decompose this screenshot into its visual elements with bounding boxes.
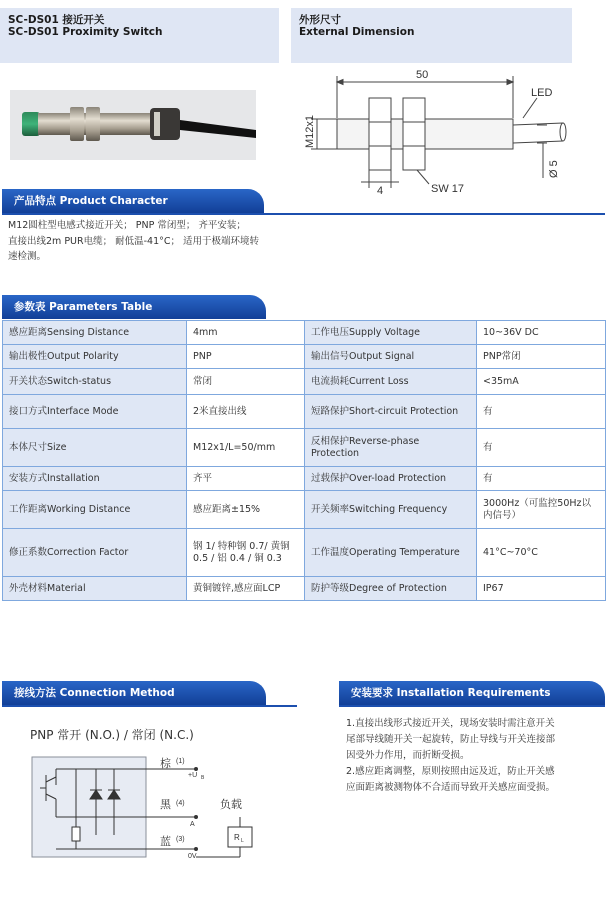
product-character-rule (2, 213, 605, 215)
output-terminal-label: A (190, 821, 195, 828)
installation-line: 因受外力作用，而折断受损。 (346, 750, 470, 761)
connection-title: 接线方法 Connection Method (14, 687, 175, 699)
param-value: 感应距离±15% (187, 491, 305, 529)
product-character-line: M12圆柱型电感式接近开关； PNP 常闭型； 齐平安装； (8, 220, 246, 231)
product-character-title: 产品特点 Product Character (14, 195, 168, 207)
wiring-diagram (22, 745, 292, 870)
dimension-title-cn: 外形尺寸 (299, 14, 341, 26)
dim-led: LED (531, 87, 553, 99)
dimension-title-en: External Dimension (299, 26, 415, 38)
param-value: 有 (477, 467, 606, 491)
param-name: 输出信号Output Signal (305, 345, 477, 369)
product-title-cn: SC-DS01 接近开关 (8, 14, 105, 26)
param-value: IP67 (477, 577, 606, 601)
product-character-text (8, 218, 304, 265)
param-name: 本体尺寸Size (3, 429, 187, 467)
load-label: 负载 (220, 799, 242, 811)
product-title (8, 14, 163, 38)
wire-blue-pin: (3) (176, 836, 185, 843)
param-name: 输出极性Output Polarity (3, 345, 187, 369)
parameters-banner (2, 295, 266, 319)
dimension-title (299, 14, 414, 38)
product-title-header (0, 8, 279, 63)
parameters-title: 参数表 Parameters Table (14, 301, 153, 313)
installation-line: 1.直接出线形式接近开关，现场安装时需注意开关 (346, 718, 555, 729)
param-name: 外壳材料Material (3, 577, 187, 601)
table-row (3, 577, 606, 601)
dim-length: 50 (416, 69, 429, 81)
table-row (3, 491, 606, 529)
param-value: 3000Hz（可监控50Hz以内信号） (477, 491, 606, 529)
dim-nut: 4 (377, 185, 384, 196)
param-name: 工作电压Supply Voltage (305, 321, 477, 345)
wiring-diagram-title: PNP 常开 (N.O.) / 常闭 (N.C.) (30, 728, 194, 742)
param-name: 感应距离Sensing Distance (3, 321, 187, 345)
param-name: 安装方式Installation (3, 467, 187, 491)
product-character-line: 直接出线2m PUR电缆； 耐低温-41°C； 适用于极端环境转 (8, 235, 260, 247)
dim-thread: M12x1 (304, 114, 316, 148)
dim-wrench: SW 17 (431, 183, 465, 195)
product-character-banner (2, 189, 264, 213)
param-name: 短路保护Short-circuit Protection (305, 395, 477, 429)
param-name: 开关频率Switching Frequency (305, 491, 477, 529)
load-symbol: R (234, 833, 240, 842)
param-value: 41°C~70°C (477, 529, 606, 577)
table-row (3, 345, 606, 369)
installation-line: 2.感应距离调整，原则按照由远及近，防止开关感 (346, 766, 555, 777)
parameters-table (2, 320, 606, 601)
param-value: <35mA (477, 369, 606, 395)
param-value: PNP (187, 345, 305, 369)
table-row (3, 395, 606, 429)
param-name: 电流损耗Current Loss (305, 369, 477, 395)
ground-label: 0V (188, 853, 197, 860)
table-row (3, 369, 606, 395)
product-character-line: 速检测。 (8, 251, 47, 262)
wire-brown-pin: (1) (176, 758, 185, 765)
param-name: 接口方式Interface Mode (3, 395, 187, 429)
connection-banner (2, 681, 266, 705)
param-value: 有 (477, 395, 606, 429)
wire-brown-label: 棕 (160, 758, 171, 770)
installation-banner (339, 681, 605, 705)
installation-line: 尾部导线随开关一起旋转，防止导线与开关连接部 (346, 734, 556, 745)
param-value: 4mm (187, 321, 305, 345)
table-row (3, 429, 606, 467)
param-name: 反相保护Reverse-phase Protection (305, 429, 477, 467)
dimension-title-header (291, 8, 572, 63)
installation-line: 应面距离被测物体不合适而导致开关感应面受损。 (346, 782, 556, 793)
load-subscript: L (241, 838, 244, 844)
param-value: 2米直接出线 (187, 395, 305, 429)
connection-rule (2, 705, 297, 707)
dimension-drawing (291, 66, 591, 196)
param-value: 有 (477, 429, 606, 467)
param-name: 工作距离Working Distance (3, 491, 187, 529)
param-name: 修正系数Correction Factor (3, 529, 187, 577)
product-title-en: SC-DS01 Proximity Switch (8, 26, 163, 38)
dim-cable: Ø 5 (548, 160, 560, 178)
installation-text (346, 716, 596, 796)
table-row (3, 467, 606, 491)
param-name: 过载保护Over-load Protection (305, 467, 477, 491)
param-value: 10~36V DC (477, 321, 606, 345)
param-value: M12x1/L=50/mm (187, 429, 305, 467)
param-value: 常闭 (187, 369, 305, 395)
wire-blue-label: 蓝 (160, 836, 171, 848)
param-value: 齐平 (187, 467, 305, 491)
param-value: 黄铜镀锌,感应面LCP (187, 577, 305, 601)
installation-title: 安装要求 Installation Requirements (351, 687, 551, 699)
installation-rule (339, 705, 605, 707)
wire-black-pin: (4) (176, 800, 185, 807)
table-row (3, 321, 606, 345)
param-name: 开关状态Switch-status (3, 369, 187, 395)
param-value: PNP常闭 (477, 345, 606, 369)
supply-label: +U (188, 772, 198, 779)
wire-black-label: 黑 (160, 799, 171, 811)
param-value: 钢 1/ 特种钢 0.7/ 黄铜 0.5 / 铝 0.4 / 铜 0.3 (187, 529, 305, 577)
supply-subscript: B (201, 775, 205, 781)
param-name: 防护等级Degree of Protection (305, 577, 477, 601)
table-row (3, 529, 606, 577)
product-photo (10, 90, 256, 160)
param-name: 工作温度Operating Temperature (305, 529, 477, 577)
